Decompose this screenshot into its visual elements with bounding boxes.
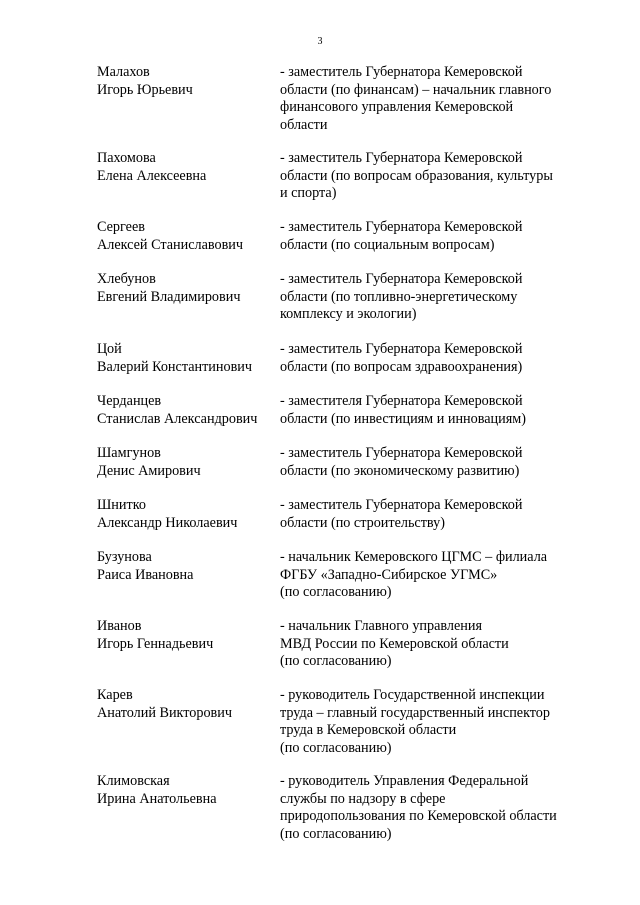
member-given-names: Алексей Станиславович — [97, 236, 243, 253]
member-surname: Климовская — [97, 773, 170, 789]
member-name — [97, 445, 277, 480]
role-line: - заместитель Губернатора Кемеровской — [280, 341, 523, 357]
role-line: - заместитель Губернатора Кемеровской — [280, 445, 523, 461]
member-name — [97, 687, 277, 722]
member-surname: Малахов — [97, 64, 150, 80]
member-given-names: Валерий Константинович — [97, 358, 252, 375]
role-line: области (по социальным вопросам) — [280, 236, 495, 253]
member-surname: Иванов — [97, 618, 142, 634]
member-name — [97, 549, 277, 584]
member-given-names: Игорь Юрьевич — [97, 81, 193, 98]
member-surname: Пахомова — [97, 150, 156, 166]
member-surname: Сергеев — [97, 219, 145, 235]
role-line: области (по финансам) – начальник главного — [280, 81, 552, 98]
role-line: (по согласованию) — [280, 825, 392, 842]
member-given-names: Денис Амирович — [97, 462, 201, 479]
member-given-names: Анатолий Викторович — [97, 704, 232, 721]
member-role — [280, 219, 580, 254]
member-role — [280, 445, 580, 480]
role-line: - начальник Кемеровского ЦГМС – филиала — [280, 549, 548, 565]
role-line: области (по инвестициям и инновациям) — [280, 410, 526, 427]
role-line: труда в Кемеровской области — [280, 722, 457, 739]
role-line: (по согласованию) — [280, 653, 392, 670]
role-line: (по согласованию) — [280, 584, 392, 601]
member-role — [280, 687, 580, 757]
role-line: - заместитель Губернатора Кемеровской — [280, 219, 523, 235]
member-surname: Хлебунов — [97, 271, 156, 287]
role-line: - заместитель Губернатора Кемеровской — [280, 64, 523, 80]
member-role — [280, 773, 580, 843]
member-given-names: Игорь Геннадьевич — [97, 635, 214, 652]
member-name — [97, 271, 277, 306]
role-line: и спорта) — [280, 185, 337, 202]
member-given-names: Ирина Анатольевна — [97, 790, 217, 807]
role-line: - заместитель Губернатора Кемеровской — [280, 150, 523, 166]
member-given-names: Раиса Ивановна — [97, 566, 194, 583]
member-role — [280, 341, 580, 376]
role-line: труда – главный государственный инспектор — [280, 704, 550, 721]
member-role — [280, 393, 580, 428]
member-given-names: Елена Алексеевна — [97, 167, 207, 184]
role-line: области (по вопросам здравоохранения) — [280, 358, 523, 375]
member-surname: Бузунова — [97, 549, 152, 565]
role-line: - заместитель Губернатора Кемеровской — [280, 497, 523, 513]
role-line: - начальник Главного управления — [280, 618, 483, 634]
role-line: МВД России по Кемеровской области — [280, 635, 509, 652]
member-name — [97, 618, 277, 653]
role-line: области (по вопросам образования, культуры — [280, 167, 553, 184]
role-line: - заместитель Губернатора Кемеровской — [280, 271, 523, 287]
member-surname: Черданцев — [97, 393, 162, 409]
role-line: финансового управления Кемеровской — [280, 99, 514, 116]
role-line: ФГБУ «Западно-Сибирское УГМС» — [280, 566, 498, 583]
role-line: природопользования по Кемеровской области — [280, 808, 557, 825]
member-surname: Шамгунов — [97, 445, 161, 461]
member-role — [280, 271, 580, 324]
member-name — [97, 219, 277, 254]
member-role — [280, 618, 580, 671]
role-line: комплексу и экологии) — [280, 306, 417, 323]
member-name — [97, 393, 277, 428]
role-line: области (по экономическому развитию) — [280, 462, 520, 479]
member-name — [97, 150, 277, 185]
member-given-names: Станислав Александрович — [97, 410, 258, 427]
member-role — [280, 64, 580, 134]
page-number: 3 — [317, 36, 323, 47]
member-role — [280, 497, 580, 532]
member-role — [280, 150, 580, 203]
role-line: - руководитель Управления Федеральной — [280, 773, 529, 789]
member-name — [97, 497, 277, 532]
member-surname: Карев — [97, 687, 133, 703]
member-role — [280, 549, 580, 602]
member-surname: Цой — [97, 341, 122, 357]
member-given-names: Александр Николаевич — [97, 514, 238, 531]
role-line: - руководитель Государственной инспекции — [280, 687, 545, 703]
role-line: (по согласованию) — [280, 739, 392, 756]
member-given-names: Евгений Владимирович — [97, 288, 241, 305]
member-name — [97, 773, 277, 808]
role-line: области — [280, 116, 328, 133]
member-surname: Шнитко — [97, 497, 146, 513]
role-line: области (по топливно-энергетическому — [280, 288, 518, 305]
role-line: - заместителя Губернатора Кемеровской — [280, 393, 523, 409]
member-name — [97, 341, 277, 376]
member-name — [97, 64, 277, 99]
role-line: области (по строительству) — [280, 514, 445, 531]
role-line: службы по надзору в сфере — [280, 790, 446, 807]
